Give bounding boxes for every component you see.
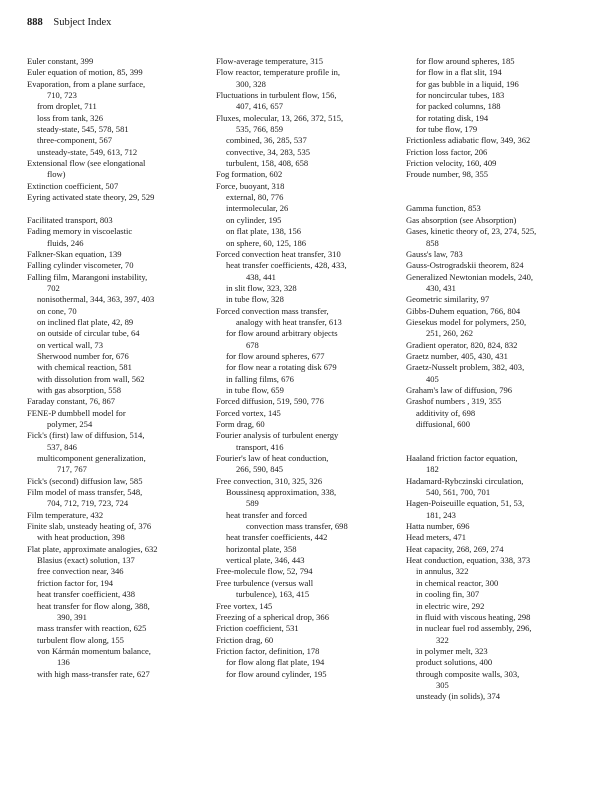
index-subentry: for flow in a flat slit, 194 <box>416 67 502 78</box>
index-subentry: for noncircular tubes, 183 <box>416 90 505 101</box>
index-entry: Fluctuations in turbulent flow, 156, <box>216 90 337 101</box>
index-entry: Euler constant, 399 <box>27 56 94 66</box>
index-entry: Graham's law of diffusion, 796 <box>406 384 513 395</box>
index-subentry: steady-state, 545, 578, 581 <box>37 124 129 135</box>
index-subentry: von Kármán momentum balance, <box>37 645 151 656</box>
index-entry: Fourier's law of heat conduction, <box>216 453 329 464</box>
index-subentry: in tube flow, 328 <box>226 294 284 305</box>
index-subentry: loss from tank, 326 <box>37 112 103 123</box>
index-continuation: 390, 391 <box>57 611 87 622</box>
index-subentry: in slit flow, 323, 328 <box>226 282 297 293</box>
index-subentry: Boussinesq approximation, 338, <box>226 487 337 498</box>
index-entry: Falling film, Marangoni instability, <box>27 271 148 282</box>
index-continuation: fluids, 246 <box>47 237 84 248</box>
index-entry: Friction factor, definition, 178 <box>216 645 320 656</box>
index-continuation: 181, 243 <box>426 509 456 520</box>
index-subentry: on inclined flat plate, 42, 89 <box>37 316 134 327</box>
index-subentry: heat transfer coefficients, 442 <box>226 532 328 543</box>
index-subentry: convective, 34, 283, 535 <box>226 146 311 157</box>
page-number: 888 <box>27 17 43 28</box>
letter-gap <box>406 430 586 441</box>
index-continuation: 266, 590, 845 <box>236 464 284 475</box>
index-entry: Euler equation of motion, 85, 399 <box>27 67 143 78</box>
index-subentry: for tube flow, 179 <box>416 124 478 135</box>
index-entry: Gauss-Ostrogradskii theorem, 824 <box>406 260 524 271</box>
index-subentry: heat transfer coefficients, 428, 433, <box>226 260 347 271</box>
index-subentry: on sphere, 60, 125, 186 <box>226 237 306 248</box>
index-subentry: on cylinder, 195 <box>226 214 282 225</box>
index-entry: Haaland friction factor equation, <box>406 453 518 464</box>
index-entry: FENE-P dumbbell model for <box>27 407 126 418</box>
letter-gap <box>406 442 586 453</box>
index-continuation: 535, 766, 859 <box>236 124 284 135</box>
index-entry: Geometric similarity, 97 <box>406 294 490 305</box>
index-subentry: for flow near a rotating disk 679 <box>226 362 337 373</box>
index-continuation: 430, 431 <box>426 282 456 293</box>
index-entry: Film temperature, 432 <box>27 509 104 520</box>
index-continuation: 540, 561, 700, 701 <box>426 487 491 498</box>
index-subentry: for rotating disk, 194 <box>416 112 489 123</box>
letter-gap <box>406 192 586 203</box>
index-entry: Forced vortex, 145 <box>216 407 281 418</box>
index-entry: Flow reactor, temperature profile in, <box>216 67 341 78</box>
index-entry: Hagen-Poiseuille equation, 51, 53, <box>406 498 525 509</box>
index-subentry: for flow around arbitrary objects <box>226 328 338 339</box>
index-entry: Extinction coefficient, 507 <box>27 180 119 191</box>
letter-gap <box>406 181 586 192</box>
index-entry: Gradient operator, 820, 824, 832 <box>406 339 518 350</box>
index-entry: Forced diffusion, 519, 590, 776 <box>216 396 324 407</box>
index-subentry: in nuclear fuel rod assembly, 296, <box>416 623 532 634</box>
index-entry: Free turbulence (versus wall <box>216 577 314 588</box>
index-subentry: for flow around spheres, 185 <box>416 56 515 66</box>
index-subentry: horizontal plate, 358 <box>226 543 297 554</box>
index-entry: Form drag, 60 <box>216 419 265 429</box>
index-entry: Falling cylinder viscometer, 70 <box>27 260 134 271</box>
index-subentry: combined, 36, 285, 537 <box>226 135 307 146</box>
index-subentry: for flow around spheres, 677 <box>226 350 325 361</box>
index-entry: Hatta number, 696 <box>406 521 470 532</box>
index-subentry: unsteady-state, 549, 613, 712 <box>37 146 138 157</box>
index-subentry: vertical plate, 346, 443 <box>226 555 305 566</box>
index-entry: Facilitated transport, 803 <box>27 214 113 225</box>
index-continuation: 322 <box>436 634 449 645</box>
index-entry: Fick's (first) law of diffusion, 514, <box>27 430 145 441</box>
index-continuation: turbulence), 163, 415 <box>236 589 310 600</box>
index-subentry: multicomponent generalization, <box>37 453 146 464</box>
index-continuation: 251, 260, 262 <box>426 328 474 339</box>
index-subentry: with chemical reaction, 581 <box>37 362 132 373</box>
index-entry: Fading memory in viscoelastic <box>27 226 133 237</box>
index-subentry: nonisothermal, 344, 363, 397, 403 <box>37 294 155 305</box>
index-continuation: 405 <box>426 373 439 384</box>
index-subentry: on flat plate, 138, 156 <box>226 226 302 237</box>
index-continuation: 702 <box>47 282 60 293</box>
index-subentry: with high mass-transfer rate, 627 <box>37 668 150 679</box>
index-subentry: with heat production, 398 <box>37 532 125 543</box>
index-continuation: analogy with heat transfer, 613 <box>236 316 342 327</box>
index-entry: Graetz-Nusselt problem, 382, 403, <box>406 362 525 373</box>
index-subentry: in electric wire, 292 <box>416 600 485 611</box>
index-entry: Gas absorption (see Absorption) <box>406 214 517 225</box>
index-continuation: 858 <box>426 237 439 248</box>
index-entry: Fog formation, 602 <box>216 169 283 180</box>
index-entry: Hadamard-Rybczinski circulation, <box>406 475 524 486</box>
index-entry: Forced convection mass transfer, <box>216 305 329 316</box>
index-subentry: with gas absorption, 558 <box>37 384 122 395</box>
index-continuation: 300, 328 <box>236 78 266 89</box>
index-entry: Graetz number, 405, 430, 431 <box>406 350 508 361</box>
index-entry: Free-molecule flow, 52, 794 <box>216 566 313 577</box>
index-subentry: in fluid with viscous heating, 298 <box>416 611 531 622</box>
index-continuation: transport, 416 <box>236 441 284 452</box>
index-subentry: Sherwood number for, 676 <box>37 350 129 361</box>
index-entry: Head meters, 471 <box>406 532 467 543</box>
index-entry: Flow-average temperature, 315 <box>216 56 324 66</box>
index-entry: Gases, kinetic theory of, 23, 274, 525, <box>406 226 537 237</box>
index-column-1 <box>27 56 207 680</box>
index-subentry: in falling films, 676 <box>226 373 294 384</box>
index-continuation: 589 <box>246 498 259 509</box>
index-subentry: friction factor for, 194 <box>37 577 114 588</box>
index-subentry: on cone, 70 <box>37 305 77 316</box>
index-entry: Force, buoyant, 318 <box>216 180 285 191</box>
index-subentry: diffusional, 600 <box>416 419 470 429</box>
index-entry: Giesekus model for polymers, 250, <box>406 316 527 327</box>
index-subentry: in chemical reactor, 300 <box>416 577 499 588</box>
index-entry: Frictionless adiabatic flow, 349, 362 <box>406 135 531 146</box>
index-subentry: in polymer melt, 323 <box>416 645 488 656</box>
index-entry: Froude number, 98, 355 <box>406 169 489 180</box>
index-column-3 <box>406 56 586 703</box>
index-subentry: for gas bubble in a liquid, 196 <box>416 78 519 89</box>
index-entry: Film model of mass transfer, 548, <box>27 487 143 498</box>
index-entry: Friction drag, 60 <box>216 634 274 645</box>
index-subentry: three-component, 567 <box>37 135 112 146</box>
index-entry: Friction velocity, 160, 409 <box>406 158 497 169</box>
index-subentry: for packed columns, 188 <box>416 101 501 112</box>
index-continuation: convection mass transfer, 698 <box>246 521 348 532</box>
index-entry: Free convection, 310, 325, 326 <box>216 475 323 486</box>
index-entry: Gamma function, 853 <box>406 203 481 214</box>
index-column-2 <box>216 56 406 680</box>
index-subentry: turbulent, 158, 408, 658 <box>226 158 309 169</box>
index-continuation: 136 <box>57 657 70 668</box>
index-entry: Heat conduction, equation, 338, 373 <box>406 555 531 566</box>
index-continuation: 537, 846 <box>47 441 77 452</box>
index-entry: Fourier analysis of turbulent energy <box>216 430 339 441</box>
index-entry: Flat plate, approximate analogies, 632 <box>27 543 158 554</box>
index-entry: Freezing of a spherical drop, 366 <box>216 611 329 622</box>
index-subentry: unsteady (in solids), 374 <box>416 691 501 702</box>
index-subentry: for flow along flat plate, 194 <box>226 657 325 668</box>
index-entry: Eyring activated state theory, 29, 529 <box>27 192 155 203</box>
index-entry: Gauss's law, 783 <box>406 248 463 259</box>
index-subentry: in annulus, 322 <box>416 566 469 577</box>
index-continuation: 407, 416, 657 <box>236 101 284 112</box>
index-subentry: intermolecular, 26 <box>226 203 289 214</box>
index-subentry: Blasius (exact) solution, 137 <box>37 555 135 566</box>
index-continuation: 182 <box>426 464 439 475</box>
index-subentry: through composite walls, 303, <box>416 668 520 679</box>
index-subentry: free convection near, 346 <box>37 566 124 577</box>
index-entry: Gibbs-Duhem equation, 766, 804 <box>406 305 521 316</box>
index-continuation: 305 <box>436 679 449 690</box>
index-entry: Generalized Newtonian models, 240, <box>406 271 533 282</box>
index-entry: Friction coefficient, 531 <box>216 623 299 634</box>
index-entry: Fick's (second) diffusion law, 585 <box>27 475 143 486</box>
index-subentry: in tube flow, 659 <box>226 384 284 395</box>
page-header <box>27 17 111 28</box>
index-entry: Free vortex, 145 <box>216 600 273 611</box>
index-entry: Forced convection heat transfer, 310 <box>216 248 341 259</box>
index-entry: Friction loss factor, 206 <box>406 146 488 157</box>
index-subentry: heat transfer and forced <box>226 509 307 520</box>
index-subentry: on vertical wall, 73 <box>37 339 103 350</box>
index-entry: Falkner-Skan equation, 139 <box>27 248 122 259</box>
index-continuation: 704, 712, 719, 723, 724 <box>47 498 129 509</box>
index-subentry: turbulent flow along, 155 <box>37 634 124 645</box>
index-continuation: polymer, 254 <box>47 419 93 429</box>
index-subentry: heat transfer for flow along, 388, <box>37 600 150 611</box>
index-entry: Heat capacity, 268, 269, 274 <box>406 543 504 554</box>
index-continuation: 710, 723 <box>47 90 77 101</box>
index-subentry: mass transfer with reaction, 625 <box>37 623 147 634</box>
letter-gap <box>27 203 207 214</box>
index-subentry: with dissolution from wall, 562 <box>37 373 145 384</box>
index-subentry: for flow around cylinder, 195 <box>226 668 327 679</box>
index-entry: Extensional flow (see elongational <box>27 158 146 169</box>
page-title: Subject Index <box>53 17 112 28</box>
index-entry: Fluxes, molecular, 13, 266, 372, 515, <box>216 112 344 123</box>
index-subentry: heat transfer coefficient, 438 <box>37 589 136 600</box>
index-entry: Grashof numbers , 319, 355 <box>406 396 502 407</box>
index-continuation: 678 <box>246 339 259 350</box>
index-subentry: from droplet, 711 <box>37 101 97 112</box>
index-subentry: on outside of circular tube, 64 <box>37 328 140 339</box>
index-subentry: external, 80, 776 <box>226 192 284 203</box>
index-entry: Finite slab, unsteady heating of, 376 <box>27 521 152 532</box>
index-subentry: product solutions, 400 <box>416 657 493 668</box>
index-subentry: additivity of, 698 <box>416 407 476 418</box>
index-continuation: flow) <box>47 169 66 180</box>
index-entry: Evaporation, from a plane surface, <box>27 78 146 89</box>
index-continuation: 438, 441 <box>246 271 276 282</box>
index-entry: Faraday constant, 76, 867 <box>27 396 116 407</box>
index-subentry: in cooling fin, 307 <box>416 589 480 600</box>
index-continuation: 717, 767 <box>57 464 87 475</box>
